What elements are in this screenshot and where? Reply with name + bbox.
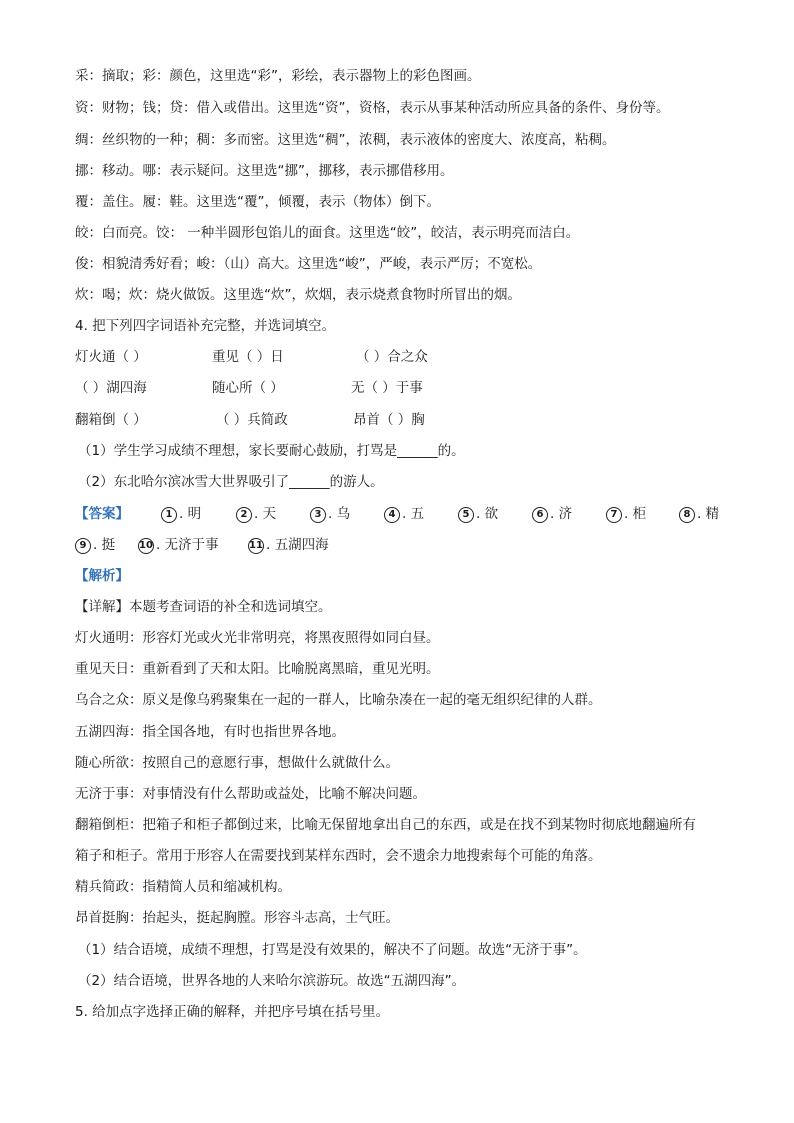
circled-number: 2 bbox=[236, 507, 252, 523]
detail-label: 【详解】 bbox=[75, 599, 129, 615]
analysis-line: 重见天日：重新看到了天和太阳。比喻脱离黑暗，重见光明。 bbox=[75, 661, 440, 677]
idiom-blank: 重见（ ）日 bbox=[212, 349, 284, 365]
answer-value: . 精 bbox=[697, 506, 720, 522]
idiom-row-2 bbox=[75, 378, 735, 398]
analysis-line: 随心所欲：按照自己的意愿行事，想做什么就做什么。 bbox=[75, 755, 399, 771]
sub-question-1: （1）学生学习成绩不理想，家长要耐心鼓励，打骂是______的。 bbox=[78, 443, 465, 459]
circled-number: 11 bbox=[248, 538, 264, 554]
circled-number: 1 bbox=[161, 507, 177, 523]
circled-number: 7 bbox=[606, 507, 622, 523]
answer-value: . 天 bbox=[254, 506, 277, 522]
answer-item bbox=[679, 504, 719, 524]
analysis-line: 箱子和柜子。常用于形容人在需要找到某样东西时，会不遗余力地搜索每个可能的角落。 bbox=[75, 848, 602, 864]
idiom-blank: 随心所（ ） bbox=[212, 380, 284, 396]
answer-value: . 明 bbox=[179, 506, 202, 522]
circled-number: 8 bbox=[679, 507, 695, 523]
answer-item bbox=[532, 504, 572, 524]
answer-value: . 挺 bbox=[93, 537, 116, 553]
answer-item bbox=[458, 504, 498, 524]
idiom-row-3 bbox=[75, 410, 735, 430]
analysis-line: 灯火通明：形容灯光或火光非常明亮，将黑夜照得如同白昼。 bbox=[75, 630, 440, 646]
definition-line: 采：摘取；彩：颜色，这里选“彩”，彩绘，表示器物上的彩色图画。 bbox=[75, 68, 481, 84]
answer-value: . 济 bbox=[550, 506, 573, 522]
answer-value: . 无济于事 bbox=[156, 537, 219, 553]
detail-text: 本题考查词语的补全和选词填空。 bbox=[129, 599, 332, 615]
definition-line: 挪：移动。哪：表示疑问。这里选“挪”，挪移，表示挪借移用。 bbox=[75, 163, 454, 179]
answer-item bbox=[606, 504, 646, 524]
answer-value: . 五 bbox=[402, 506, 425, 522]
sub-question-2: （2）东北哈尔滨冰雪大世界吸引了______的游人。 bbox=[78, 474, 384, 490]
idiom-blank: 灯火通（ ） bbox=[75, 349, 147, 365]
circled-number: 3 bbox=[310, 507, 326, 523]
answer-item bbox=[248, 535, 329, 555]
answer-value: . 五湖四海 bbox=[266, 537, 329, 553]
analysis-line: 昂首挺胸：抬起头，挺起胸膛。形容斗志高，士气旺。 bbox=[75, 910, 399, 926]
circled-number: 6 bbox=[532, 507, 548, 523]
circled-number: 9 bbox=[75, 538, 91, 554]
circled-number: 4 bbox=[384, 507, 400, 523]
idiom-blank: 翻箱倒（ ） bbox=[75, 412, 147, 428]
answer-value: . 乌 bbox=[328, 506, 351, 522]
answer-item bbox=[384, 504, 424, 524]
circled-number: 10 bbox=[138, 538, 154, 554]
analysis-line: 五湖四海：指全国各地，有时也指世界各地。 bbox=[75, 724, 345, 740]
analysis-label: 【解析】 bbox=[75, 568, 129, 584]
answer-item bbox=[75, 535, 115, 555]
analysis-line: 无济于事：对事情没有什么帮助或益处，比喻不解决问题。 bbox=[75, 786, 426, 802]
idiom-row-1 bbox=[75, 347, 735, 367]
definition-line: 绸：丝织物的一种；稠：多而密。这里选“稠”，浓稠，表示液体的密度大、浓度高，粘稠。 bbox=[75, 132, 616, 148]
detail-line bbox=[75, 597, 735, 617]
answer-row-2 bbox=[75, 535, 735, 555]
answer-row-1 bbox=[75, 504, 735, 524]
idiom-blank: （ ）兵简政 bbox=[216, 412, 288, 428]
analysis-line: 翻箱倒柜：把箱子和柜子都倒过来，比喻无保留地拿出自己的东西，或是在找不到某物时彻底地翻遍所有 bbox=[75, 817, 696, 833]
definition-line: 皎：白而亮。饺： 一种半圆形包馅儿的面食。这里选“皎”，皎洁，表示明亮而洁白。 bbox=[75, 225, 580, 241]
definition-line: 覆：盖住。履：鞋。这里选“覆”，倾覆，表示（物体）倒下。 bbox=[75, 194, 440, 210]
answer-item bbox=[138, 535, 219, 555]
definition-line: 资：财物；钱；贷：借入或借出。这里选“资”，资格，表示从事某种活动所应具备的条件、身份等。 bbox=[75, 100, 670, 116]
answer-item bbox=[310, 504, 350, 524]
idiom-blank: 无（ ）于事 bbox=[351, 380, 423, 396]
answer-value: . 柜 bbox=[624, 506, 647, 522]
answer-item bbox=[236, 504, 276, 524]
idiom-blank: （ ）湖四海 bbox=[75, 380, 147, 396]
question-4-title: 4. 把下列四字词语补充完整，并选词填空。 bbox=[75, 318, 336, 334]
definition-line: 俊：相貌清秀好看；峻：（山）高大。这里选“峻”，严峻，表示严厉；不宽松。 bbox=[75, 256, 542, 272]
idiom-blank: 昂首（ ）胸 bbox=[353, 412, 425, 428]
idiom-blank: （ ）合之众 bbox=[356, 349, 428, 365]
analysis-line: （2）结合语境，世界各地的人来哈尔滨游玩。故选“五湖四海”。 bbox=[78, 973, 466, 989]
definition-line: 炊：喝；炊：烧火做饭。这里选“炊”，炊烟，表示烧煮食物时所冒出的烟。 bbox=[75, 287, 521, 303]
analysis-line: （1）结合语境，成绩不理想，打骂是没有效果的，解决不了问题。故选“无济于事”。 bbox=[78, 942, 587, 958]
circled-number: 5 bbox=[458, 507, 474, 523]
answer-value: . 欲 bbox=[476, 506, 499, 522]
answer-label: 【答案】 bbox=[75, 506, 129, 522]
answer-item bbox=[161, 504, 201, 524]
analysis-line: 精兵简政：指精简人员和缩减机构。 bbox=[75, 879, 291, 895]
question-5-title: 5. 给加点字选择正确的解释，并把序号填在括号里。 bbox=[75, 1004, 390, 1020]
analysis-line: 乌合之众：原义是像乌鸦聚集在一起的一群人，比喻杂凑在一起的毫无组织纪律的人群。 bbox=[75, 692, 602, 708]
